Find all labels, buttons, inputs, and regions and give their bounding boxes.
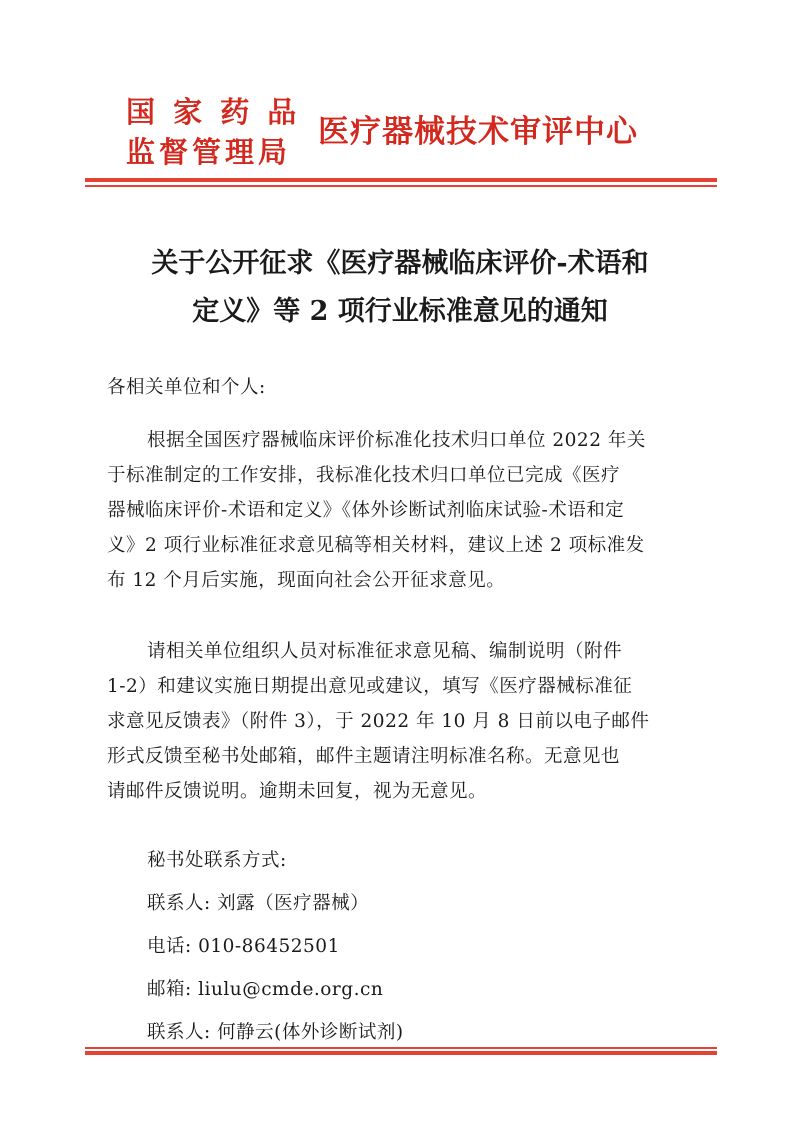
contact-info [147, 843, 737, 1058]
paragraph-line: 布 12 个月后实施，现面向社会公开征求意见。 [107, 570, 506, 591]
header-rule-thick [85, 178, 717, 182]
paragraph-line: 请相关单位组织人员对标准征求意见稿、编制说明（附件 [147, 641, 623, 662]
paragraph-line: 器械临床评价-术语和定义》《体外诊断试剂临床试验-术语和定 [107, 500, 625, 521]
paragraph-line: 求意见反馈表》（附件 3），于 2022 年 10 月 8 日前以电子邮件 [107, 711, 650, 732]
footer-rule-thick [85, 1051, 717, 1055]
paragraph-line: 1-2）和建议实施日期提出意见或建议，填写《医疗器械标准征 [107, 676, 633, 697]
agency-name-line2: 监督管理局 [126, 135, 292, 169]
contact-person-1: 联系人: 刘露（医疗器械） [147, 893, 370, 914]
paragraph-line: 义》2 项行业标准征求意见稿等相关材料，建议上述 2 项标准发 [107, 535, 645, 556]
center-name: 医疗器械技术审评中心 [318, 114, 638, 150]
paragraph-2 [107, 634, 697, 809]
header-rule-thin [85, 185, 717, 187]
contact-phone: 电话: 010-86452501 [147, 936, 340, 957]
issuing-agency-name [126, 92, 301, 172]
contact-email: 邮箱: liulu@cmde.org.cn [147, 979, 384, 1000]
agency-name-line1: 国 家 药 品 [126, 95, 301, 129]
paragraph-line: 形式反馈至秘书处邮箱，邮件主题请注明标准名称。无意见也 [107, 746, 621, 767]
title-line1: 关于公开征求《医疗器械临床评价-术语和 [151, 248, 649, 279]
paragraph-line: 根据全国医疗器械临床评价标准化技术归口单位 2022 年关 [147, 430, 646, 451]
salutation: 各相关单位和个人: [107, 377, 266, 398]
footer-rule-thin [85, 1047, 717, 1049]
paragraph-line: 于标准制定的工作安排，我标准化技术归口单位已完成《医疗 [107, 465, 621, 486]
title-line2: 定义》等 2 项行业标准意见的通知 [192, 296, 608, 327]
paragraph-1 [107, 423, 697, 598]
contact-heading: 秘书处联系方式: [147, 850, 287, 871]
paragraph-line: 请邮件反馈说明。逾期未回复，视为无意见。 [107, 781, 488, 802]
contact-person-2: 联系人: 何静云(体外诊断试剂) [147, 1022, 404, 1043]
document-title [80, 240, 720, 336]
